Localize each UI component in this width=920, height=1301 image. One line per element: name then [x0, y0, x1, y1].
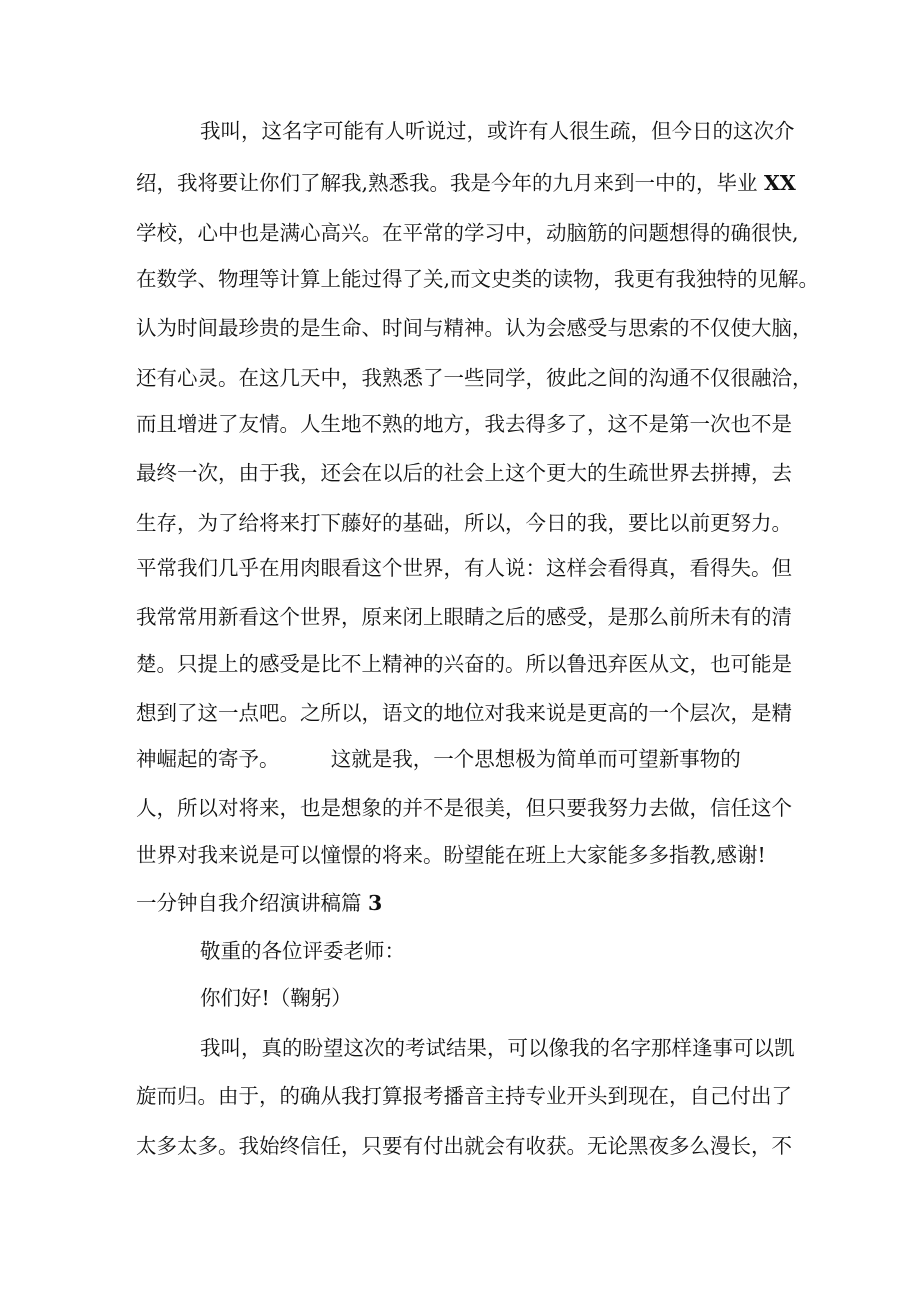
paragraph-line-16: 世界对我来说是可以憧憬的将来。盼望能在班上大家能多多指教,感谢! [136, 843, 766, 867]
paragraph-line-11: 我常常用新看这个世界，原来闭上眼睛之后的感受，是那么前所未有的清 [136, 605, 792, 629]
paragraph-line-8: 最终一次，由于我，还会在以后的社会上这个更大的生疏世界去拼搏，去 [136, 461, 792, 485]
paragraph-line-15: 人，所以对将来，也是想象的并不是很美，但只要我努力去做，信任这个 [136, 796, 792, 820]
paragraph2-line-1: 我叫，真的盼望这次的考试结果，可以像我的名字那样逢事可以凯 [200, 1036, 795, 1060]
paragraph-line-6: 还有心灵。在这几天中，我熟悉了一些同学，彼此之间的沟通不仅很融洽， [136, 366, 813, 390]
section-heading: 一分钟自我介绍演讲稿篇 3 [136, 891, 383, 915]
paragraph-line-9: 生存，为了给将来打下藤好的基础，所以，今日的我，要比以前更努力。 [136, 511, 792, 535]
paragraph-line-7: 而且增进了友情。人生地不熟的地方，我去得多了，这不是第一次也不是 [136, 412, 792, 436]
paragraph-line-14: 神崛起的寄予。 这就是我，一个思想极为简单而可望新事物的 [136, 747, 741, 771]
paragraph-line-3: 学校，心中也是满心高兴。在平常的学习中，动脑筋的问题想得的确很快, [136, 221, 799, 245]
paragraph2-line-2: 旋而归。由于，的确从我打算报考播音主持专业开头到现在，自己付出了 [136, 1084, 792, 1108]
paragraph-line-2: 绍，我将要让你们了解我,熟悉我。我是今年的九月来到一中的，毕业 XX [136, 171, 796, 195]
paragraph-line-13: 想到了这一点吧。之所以，语文的地位对我来说是更高的一个层次，是精 [136, 701, 792, 725]
greeting-line: 你们好!（鞠躬） [200, 986, 352, 1010]
salutation-line: 敬重的各位评委老师： [200, 939, 405, 963]
paragraph2-line-3: 太多太多。我始终信任，只要有付出就会有收获。无论黑夜多么漫长，不 [136, 1134, 792, 1158]
paragraph-line-1: 我叫，这名字可能有人听说过，或许有人很生疏，但今日的这次介 [200, 119, 795, 143]
paragraph-line-5: 认为时间最珍贵的是生命、时间与精神。认为会感受与思索的不仅使大脑， [136, 316, 813, 340]
paragraph-line-4: 在数学、物理等计算上能过得了关,而文史类的读物，我更有我独特的见解。 [136, 267, 820, 291]
paragraph-line-10: 平常我们几乎在用肉眼看这个世界，有人说：这样会看得真，看得失。但 [136, 556, 792, 580]
paragraph-line-12: 楚。只提上的感受是比不上精神的兴奋的。所以鲁迅弃医从文，也可能是 [136, 652, 792, 676]
